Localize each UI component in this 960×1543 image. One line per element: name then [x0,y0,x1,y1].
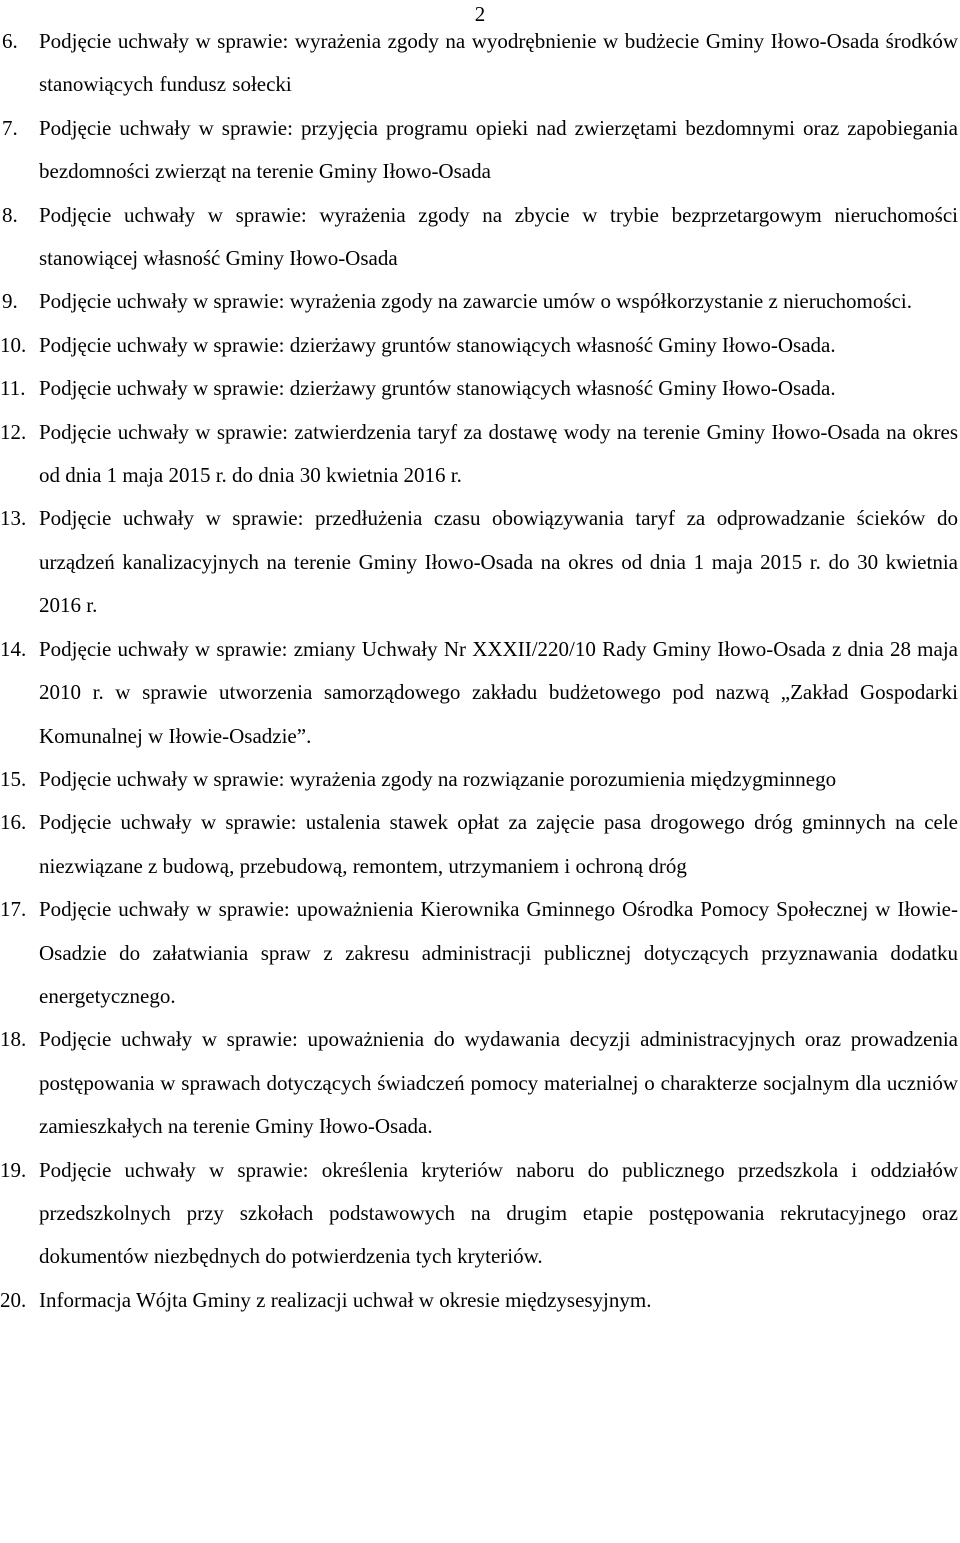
agenda-item-text: Podjęcie uchwały w sprawie: wyrażenia zgody na wyodrębnienie w budżecie Gminy Iłowo-Osada środków stanowiących fundusz sołecki [39,29,958,97]
agenda-item-number: 9. [2,289,18,314]
agenda-item-20 [0,1279,958,1322]
agenda-item-number: 6. [2,29,18,53]
agenda-item-7 [0,107,958,194]
agenda-list [0,20,958,1322]
agenda-item-8 [0,194,958,281]
agenda-item-text: Podjęcie uchwały w sprawie: upoważnienia do wydawania decyzji administracyjnych oraz prowadzenia postępowania w sprawach dotyczących świadczeń pomocy materialnej o charakterze socjalnym dla uczniów zamieszkałych na terenie Gminy Iłowo-Osada. [39,1027,958,1139]
agenda-item-text: Podjęcie uchwały w sprawie: wyrażenia zgody na zbycie w trybie bezprzetargowym nieruchomości stanowiącej własność Gminy Iłowo-Osada [39,202,958,271]
agenda-item-number: 8. [2,202,18,227]
agenda-item-text: Podjęcie uchwały w sprawie: upoważnienia Kierownika Gminnego Ośrodka Pomocy Społecznej w Iłowie-Osadzie do załatwiania spraw z zakresu administracji publicznej dotyczących przyznawania dodatku energetycznego. [39,897,958,1008]
agenda-item-11 [0,367,958,410]
page-number: 2 [474,2,486,26]
agenda-item-text: Podjęcie uchwały w sprawie: dzierżawy gruntów stanowiących własność Gminy Iłowo-Osada. [39,376,836,401]
agenda-item-number: 11. [0,376,26,401]
agenda-item-number: 14. [0,636,27,661]
agenda-item-14 [0,628,958,758]
agenda-item-16 [0,801,958,888]
agenda-item-number: 20. [0,1287,27,1312]
agenda-item-number: 19. [0,1157,27,1182]
agenda-item-12 [0,411,958,498]
agenda-item-number: 17. [0,897,27,922]
agenda-item-text: Podjęcie uchwały w sprawie: dzierżawy gruntów stanowiących własność Gminy Iłowo-Osada. [39,332,836,357]
agenda-item-18 [0,1018,958,1148]
agenda-item-text: Podjęcie uchwały w sprawie: zmiany Uchwały Nr XXXII/220/10 Rady Gminy Iłowo-Osada z dnia 28 maja 2010 r. w sprawie utworzenia samorządowego zakładu budżetowego pod nazwą „Zakład Gospodarki Komunalnej w Iłowie-Osadzie”. [39,636,958,748]
agenda-item-text: Podjęcie uchwały w sprawie: określenia kryteriów naboru do publicznego przedszkola i oddziałów przedszkolnych przy szkołach podstawowych na drugim etapie postępowania rekrutacyjnego oraz dokumentów niezbędnych do potwierdzenia tych kryteriów. [39,1157,958,1269]
agenda-item-number: 16. [0,810,27,835]
agenda-item-text: Podjęcie uchwały w sprawie: przedłużenia czasu obowiązywania taryf za odprowadzanie ścieków do urządzeń kanalizacyjnych na terenie Gminy Iłowo-Osada na okres od dnia 1 maja 2015 r. do 30 kwietnia 2016 r. [39,506,958,618]
agenda-item-number: 13. [0,506,27,531]
agenda-item-6 [0,20,958,107]
agenda-item-text: Podjęcie uchwały w sprawie: ustalenia stawek opłat za zajęcie pasa drogowego dróg gminnych na cele niezwiązane z budową, przebudową, remontem, utrzymaniem i ochroną dróg [39,810,958,878]
agenda-item-number: 12. [0,419,27,444]
agenda-item-13 [0,497,958,627]
agenda-item-text: Podjęcie uchwały w sprawie: przyjęcia programu opieki nad zwierzętami bezdomnymi oraz zapobiegania bezdomności zwierząt na terenie Gminy Iłowo-Osada [39,115,958,184]
agenda-item-9 [0,280,958,323]
agenda-item-number: 18. [0,1027,27,1052]
agenda-item-15 [0,758,958,801]
agenda-item-text: Informacja Wójta Gminy z realizacji uchwał w okresie międzysesyjnym. [39,1287,652,1312]
agenda-item-number: 7. [2,115,18,140]
agenda-item-10 [0,324,958,367]
agenda-item-text: Podjęcie uchwały w sprawie: wyrażenia zgody na rozwiązanie porozumienia międzygminnego [39,766,837,791]
agenda-item-19 [0,1149,958,1279]
agenda-item-text: Podjęcie uchwały w sprawie: zatwierdzenia taryf za dostawę wody na terenie Gminy Iłowo-Osada na okres od dnia 1 maja 2015 r. do dnia 30 kwietnia 2016 r. [39,419,958,488]
agenda-item-17 [0,888,958,1018]
agenda-item-number: 15. [0,766,27,791]
agenda-item-text: Podjęcie uchwały w sprawie: wyrażenia zgody na zawarcie umów o współkorzystanie z nieruchomości. [39,289,912,314]
agenda-item-number: 10. [0,332,27,357]
